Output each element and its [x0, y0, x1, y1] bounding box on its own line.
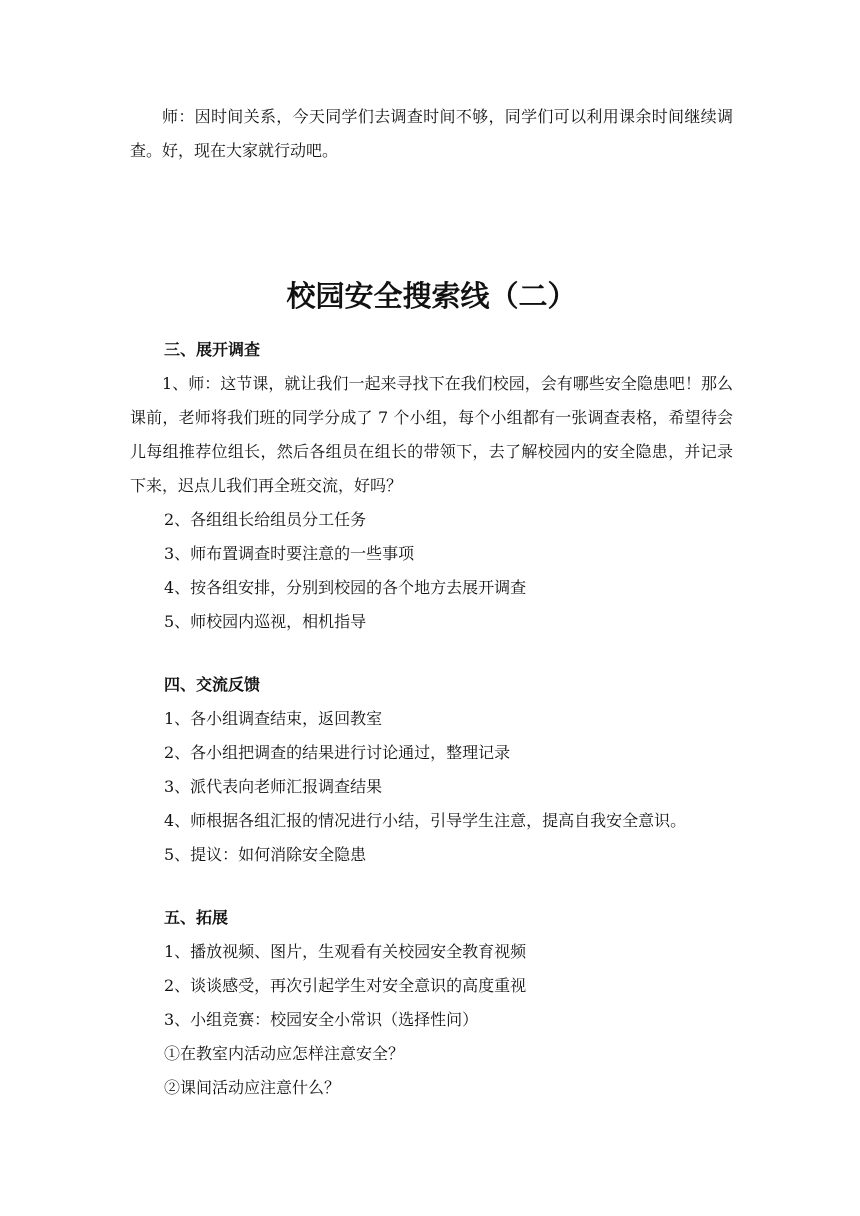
list-item: 4、师根据各组汇报的情况进行小结，引导学生注意，提高自我安全意识。	[164, 811, 687, 830]
list-item: 2、各组组长给组员分工任务	[164, 510, 367, 529]
document-title: 校园安全搜索线（二）	[286, 279, 577, 313]
top-paragraph: 师：因时间关系，今天同学们去调查时间不够，同学们可以利用课余时间继续调查。好，现在大家就行动吧。	[130, 107, 733, 160]
list-item: ②课间活动应注意什么？	[164, 1078, 341, 1097]
list-item: 2、各小组把调查的结果进行讨论通过，整理记录	[164, 743, 511, 762]
list-item: 2、谈谈感受，再次引起学生对安全意识的高度重视	[164, 976, 527, 995]
list-item: 4、按各组安排，分别到校园的各个地方去展开调查	[164, 578, 527, 597]
section-heading-feedback: 四、交流反馈	[164, 675, 261, 694]
document-body	[130, 333, 733, 1105]
list-item: 3、小组竞赛：校园安全小常识（选择性问）	[164, 1010, 479, 1029]
list-item: 1、各小组调查结束，返回教室	[164, 709, 383, 728]
section-heading-investigate: 三、展开调查	[164, 340, 261, 359]
list-item: 1、播放视频、图片，生观看有关校园安全教育视频	[164, 942, 527, 961]
list-item: 3、师布置调查时要注意的一些事项	[164, 544, 415, 563]
list-item: 3、派代表向老师汇报调查结果	[164, 777, 383, 796]
section-heading-extension: 五、拓展	[164, 908, 229, 927]
list-item: 5、提议：如何消除安全隐患	[164, 845, 367, 864]
list-item: 5、师校园内巡视，相机指导	[164, 612, 367, 631]
section-spacer	[130, 639, 733, 668]
list-item: ①在教室内活动应怎样注意安全？	[164, 1044, 405, 1063]
section-spacer	[130, 872, 733, 901]
section-intro-paragraph: 1、师：这节课，就让我们一起来寻找下在我们校园，会有哪些安全隐患吧！那么课前，老师将我们班的同学分成了 7 个小组，每个小组都有一张调查表格，希望待会儿每组推荐位组长，然后各组员在组长的带领下，去了解校园内的安全隐患，并记录下来，迟点儿我们再全班交流，好吗？	[130, 374, 733, 495]
top-section	[130, 100, 733, 168]
